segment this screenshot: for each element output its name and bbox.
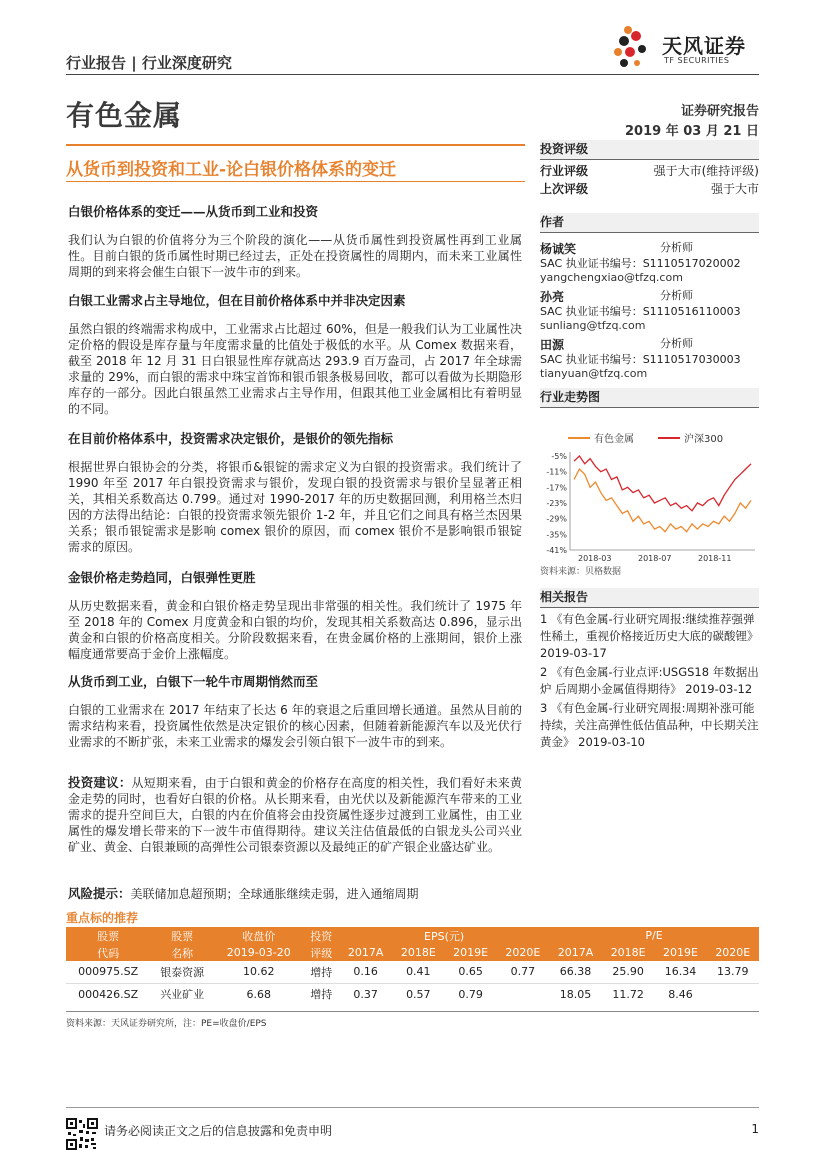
cell: 0.57	[406, 987, 431, 1001]
investment-advice	[68, 775, 522, 855]
report-title: 从货币到投资和工业-论白银价格体系的变迁	[66, 160, 397, 180]
rating-title: 投资评级	[540, 140, 759, 160]
authors-box	[540, 213, 759, 381]
col-head-eps: EPS(元)	[339, 927, 549, 944]
cell: 0.16	[353, 965, 378, 979]
author-role: 分析师	[660, 337, 693, 350]
col-head: 2019E	[654, 944, 706, 961]
logo-text-en: TF SECURITIES	[664, 56, 730, 65]
cell: 增持	[310, 965, 333, 979]
cell: 0.41	[406, 965, 431, 979]
legend-label: 沪深300	[684, 434, 724, 445]
series-line	[574, 469, 751, 532]
cell: 0.77	[510, 965, 536, 979]
y-tick-label: -5%	[551, 452, 567, 461]
cell: 8.46	[668, 987, 693, 1001]
y-tick-label: -29%	[546, 514, 567, 524]
table-header-row	[66, 927, 759, 944]
risk-label: 风险提示：	[68, 886, 131, 901]
cell: 25.90	[612, 965, 644, 979]
company-logo	[610, 22, 760, 70]
col-head: 2017A	[549, 944, 602, 961]
related-reports	[540, 588, 759, 751]
col-head: 2020E	[707, 944, 759, 961]
x-tick-label: 2018-07	[638, 554, 672, 562]
cell	[497, 983, 549, 1005]
y-tick-label: -35%	[546, 530, 567, 540]
table-bottom-rule	[66, 1011, 759, 1012]
related-title: 相关报告	[540, 588, 759, 608]
table-row	[66, 961, 759, 983]
report-date: 2019 年 03 月 21 日	[625, 124, 759, 139]
author-entry	[540, 241, 759, 285]
rating-value: 强于大市	[710, 182, 759, 196]
table-note: 资料来源：天风证券研究所，注：PE=收盘价/EPS	[66, 1019, 267, 1029]
page-number: 1	[751, 1122, 759, 1136]
rating-key: 上次评级	[540, 182, 589, 196]
col-head: 股票	[150, 927, 214, 944]
table-row	[66, 983, 759, 1005]
col-head: 2017A	[339, 944, 392, 961]
header-divider	[66, 74, 759, 75]
section-2	[68, 291, 522, 417]
related-item[interactable]: 2 《有色金属-行业点评:USGS18 年数据出炉 后周期小金属值得期待》 2019-03-12	[540, 665, 759, 696]
section-heading: 金银价格走势趋同，白银弹性更胜	[68, 570, 256, 585]
cell: 11.72	[612, 987, 644, 1001]
footer-disclaimer[interactable]: 请务必阅读正文之后的信息披露和免责申明	[104, 1124, 333, 1138]
cell: 0.65	[458, 965, 483, 979]
cell: 66.38	[559, 965, 592, 979]
cell: 6.68	[246, 987, 271, 1001]
legend-label: 有色金属	[594, 434, 634, 445]
advice-body: 从短期来看，由于白银和黄金的价格存在高度的相关性，我们看好未来黄金走势的同时，也看好白银的价格。从长期来看，由光伏以及新能源汽车带来的工业需求的提升空间巨大，白银的内在价值将会由投资属性逐步过渡到工业属性，由工业属性的爆发增长带来的下一波牛市值得期待。建议关注估值最低的白银龙头公司兴业矿业、黄金、白银兼顾的高弹性公司银泰资源以及最纯正的矿产银企业盛达矿业。	[68, 776, 522, 854]
section-body: 根据世界白银协会的分类，将银币&银锭的需求定义为白银的投资需求。我们统计了 1990 年至 2017 年白银投资需求与银价，发现白银的投资需求与银价呈显著正相关，其相关系数高达 0.799。通过对 1990-2017 年的历史数据回测，利用格兰杰归因的方法得出结论：白银的投资需求领先银价 1-2 年，并且它们之间具有格兰杰因果关系；银币银锭需求是影响 comex 银价的原因，而 comex 银价不是影响银币银锭需求的原因。	[68, 460, 522, 554]
section-5	[68, 672, 522, 750]
author-role: 分析师	[660, 289, 693, 302]
col-head: 股票	[66, 927, 150, 944]
title-bottom-rule	[66, 181, 525, 182]
rating-key: 行业评级	[540, 164, 589, 178]
cell: 银泰资源	[160, 965, 205, 979]
col-head: 2019-03-20	[214, 944, 303, 961]
col-head: 名称	[150, 944, 214, 961]
section-heading: 从货币到工业，白银下一轮牛市周期悄然而至	[68, 674, 319, 689]
rating-row	[540, 180, 759, 198]
author-email[interactable]: yangchengxiao@tfzq.com	[540, 271, 683, 284]
y-tick-label: -17%	[546, 483, 567, 493]
logo-mark-icon	[610, 22, 658, 70]
col-head: 2019E	[444, 944, 496, 961]
section-heading: 在目前价格体系中，投资需求决定银价，是银价的领先指标	[68, 431, 394, 446]
col-head: 2020E	[497, 944, 549, 961]
stock-table	[66, 927, 759, 1005]
section-body: 我们认为白银的价值将分为三个阶段的演化——从货币属性到投资属性再到工业属性。目前白银的货币属性时期已经过去，正处在投资属性的周期内，而未来工业属性周期的到来将会催生白银下一波牛市的到来。	[68, 233, 522, 279]
author-email[interactable]: sunliang@tfzq.com	[540, 319, 646, 332]
author-entry	[540, 337, 759, 381]
col-head-pe: P/E	[549, 927, 759, 944]
footer-divider	[66, 1107, 759, 1108]
cell: 18.05	[559, 987, 592, 1001]
section-heading: 白银价格体系的变迁——从货币到工业和投资	[68, 204, 319, 219]
y-tick-label: -41%	[546, 546, 567, 555]
cell: 000426.SZ	[78, 987, 139, 1001]
rating-value: 强于大市(维持评级)	[653, 164, 759, 178]
related-item[interactable]: 3 《有色金属-行业研究周报:周期补涨可能持续，关注高弹性低估值品种，中长期关注黄金》 2019-03-10	[540, 701, 759, 749]
table-title: 重点标的推荐	[66, 911, 139, 925]
section-body: 从历史数据来看，黄金和白银价格走势呈现出非常强的相关性。我们统计了 1975 年至 2018 年的 Comex 月度黄金和白银的均价，发现其相关系数高达 0.896，显示出黄金和白银的价格高度相关。分阶段数据来看，在贵金属价格的上涨期间，银价上涨幅度通常要高于金价上涨幅度。	[68, 599, 522, 661]
col-head: 2018E	[392, 944, 444, 961]
author-role: 分析师	[660, 241, 693, 254]
report-category: 行业报告 | 行业深度研究	[66, 54, 232, 72]
x-tick-label: 2018-03	[578, 554, 612, 562]
logo-text-cn: 天风证券	[662, 34, 746, 58]
col-head: 代码	[66, 944, 150, 961]
series-line	[574, 456, 751, 511]
trend-title: 行业走势图	[540, 388, 759, 408]
section-4	[68, 568, 522, 662]
section-1	[68, 202, 522, 280]
risk-body: 美联储加息超预期；全球通胀继续走弱，进入通缩周期	[130, 887, 419, 901]
qr-code-icon	[66, 1118, 98, 1150]
advice-label: 投资建议：	[68, 775, 132, 790]
cell: 16.34	[664, 965, 697, 979]
col-head: 投资	[303, 927, 339, 944]
author-sac: SAC 执业证书编号：S1110517020002	[540, 257, 741, 270]
rating-box	[540, 140, 759, 198]
author-name: 孙亮	[540, 290, 565, 304]
trend-chart	[540, 412, 759, 562]
cell: 000975.SZ	[78, 965, 139, 979]
cell: 13.79	[717, 965, 749, 979]
cell: 10.62	[243, 965, 275, 979]
cell: 0.79	[458, 987, 483, 1001]
risk-warning	[68, 886, 522, 902]
y-tick-label: -23%	[546, 499, 567, 508]
author-name: 田源	[540, 338, 565, 352]
section-body: 虽然白银的终端需求构成中，工业需求占比超过 60%，但是一般我们认为工业属性决定价格的假设是库存量与年度需求量的比值处于极低的水平。从 Comex 数据来看，截至 2018 年 12 月 31 日白银显性库存就高达 293.9 百万盎司，占 2017 年全球需求量的 29%，而白银的需求中珠宝首饰和银币银条极易回收，都可以看做为长期隐形库存的一部分。因此白银虽然工业需求占主导作用，但跟其他工业金属相比有着明显的不同。	[68, 322, 522, 416]
cell: 0.37	[353, 987, 378, 1001]
title-top-rule	[66, 144, 525, 146]
report-type: 证券研究报告	[680, 104, 759, 119]
authors-title: 作者	[540, 213, 759, 233]
cell: 兴业矿业	[160, 988, 205, 1002]
rating-row	[540, 162, 759, 180]
cell	[707, 983, 759, 1005]
related-item[interactable]: 1 《有色金属-行业研究周报:继续推荐强弹性稀土，重视价格接近历史大底的碳酸锂》 2019-03-17	[540, 612, 759, 660]
table-subheader-row	[66, 944, 759, 961]
x-tick-label: 2018-11	[698, 554, 732, 562]
col-head: 评级	[303, 944, 339, 961]
section-heading: 白银工业需求占主导地位，但在目前价格体系中并非决定因素	[68, 293, 406, 308]
trend-chart-box	[540, 388, 759, 577]
author-email[interactable]: tianyuan@tfzq.com	[540, 367, 648, 380]
cell: 增持	[310, 988, 333, 1002]
author-sac: SAC 执业证书编号：S1110517030003	[540, 353, 741, 366]
sector-title: 有色金属	[66, 99, 183, 132]
author-entry	[540, 289, 759, 333]
col-head: 2018E	[602, 944, 654, 961]
author-name: 杨诚笑	[540, 242, 577, 256]
chart-source: 资料来源：贝格数据	[540, 567, 622, 577]
section-body: 白银的工业需求在 2017 年结束了长达 6 年的衰退之后重回增长通道。虽然从目前的需求结构来看，投资属性依然是决定银价的核心因素，但随着新能源汽车以及光伏行业需求的不断扩张，未来工业需求的爆发会引领白银下一波牛市的到来。	[68, 703, 522, 749]
col-head: 收盘价	[214, 927, 303, 944]
author-sac: SAC 执业证书编号：S1110516110003	[540, 305, 741, 318]
y-tick-label: -11%	[546, 467, 567, 477]
section-3	[68, 429, 522, 555]
